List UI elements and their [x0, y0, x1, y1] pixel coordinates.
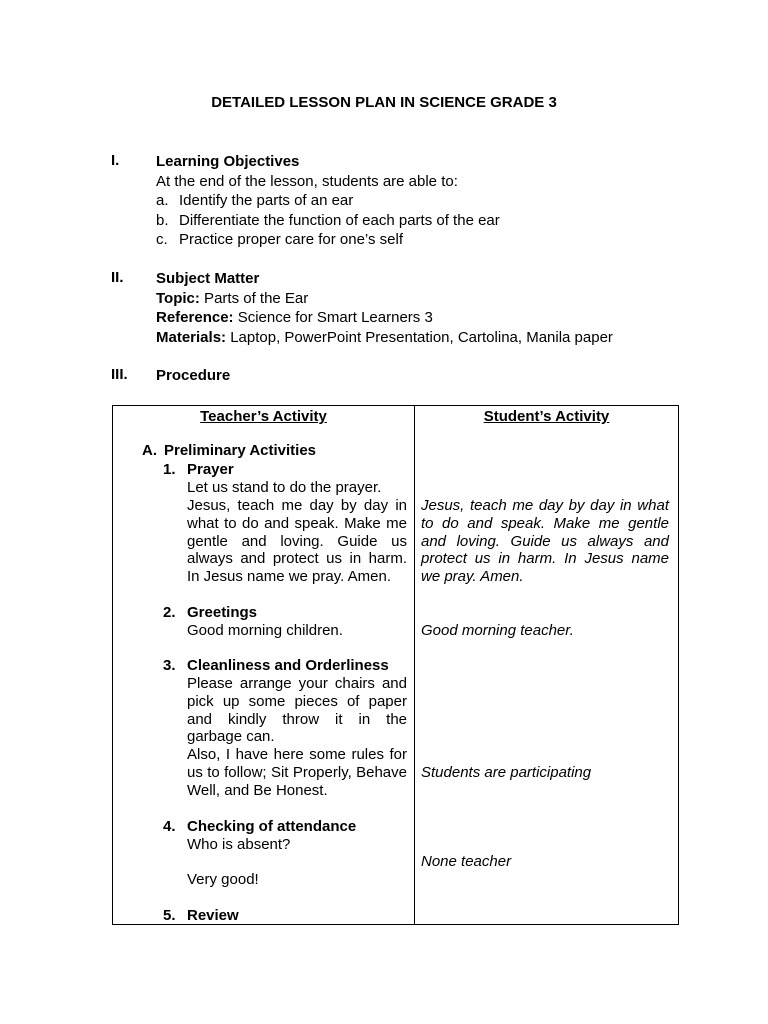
list-marker: a.	[156, 192, 169, 209]
teacher-attendance-response: Very good!	[187, 871, 259, 888]
teacher-activity-cell	[113, 406, 415, 925]
table-row	[113, 406, 679, 925]
reference-label: Reference:	[156, 309, 234, 326]
objectives-list	[156, 191, 716, 250]
list-marker: c.	[156, 231, 168, 248]
teacher-prayer-instruction: Let us stand to do the prayer.	[187, 479, 382, 496]
step-number: 5.	[163, 907, 176, 924]
section-heading: Subject Matter	[156, 270, 260, 287]
teacher-prayer-text: Jesus, teach me day by day in what to do and speak. Make me gentle and loving. Guide us always and protect us in harm. In Jesus name we pray. Amen.	[187, 497, 407, 586]
step-number: 1.	[163, 461, 176, 478]
list-item	[156, 230, 716, 250]
teacher-greeting: Good morning children.	[187, 622, 343, 639]
topic-label: Topic:	[156, 289, 200, 307]
page-title: DETAILED LESSON PLAN IN SCIENCE GRADE 3	[211, 94, 557, 111]
step-number: 2.	[163, 604, 176, 621]
section-number: II.	[111, 269, 124, 286]
section-heading: Procedure	[156, 367, 231, 384]
student-participation: Students are participating	[421, 764, 592, 781]
step-label-greetings: Greetings	[187, 604, 258, 621]
reference-value: Science for Smart Learners 3	[233, 309, 433, 326]
teacher-rules: Also, I have here some rules for us to follow; Sit Properly, Behave Well, and Be Honest.	[187, 746, 407, 799]
list-marker: b.	[156, 211, 169, 229]
step-label-cleanliness: Cleanliness and Orderliness	[187, 657, 389, 674]
step-label-prayer: Prayer	[187, 461, 234, 478]
part-heading: Preliminary Activities	[164, 442, 317, 459]
student-prayer-text: Jesus, teach me day by day in what to do and speak. Make me gentle and loving. Guide us always and protect us in harm. In Jesus name we pray. Amen.	[421, 497, 669, 586]
topic-line	[156, 289, 716, 309]
list-item-text: Differentiate the function of each parts of the ear	[179, 211, 500, 229]
list-item	[156, 211, 716, 231]
step-label-attendance: Checking of attendance	[187, 818, 357, 835]
section-number: III.	[111, 366, 128, 383]
step-number: 4.	[163, 818, 176, 835]
list-item-text: Identify the parts of an ear	[179, 192, 354, 209]
list-item	[156, 191, 716, 211]
step-label-review: Review	[187, 907, 239, 924]
teacher-activity-header: Teacher’s Activity	[200, 408, 327, 425]
student-activity-cell	[415, 406, 679, 925]
materials-value: Laptop, PowerPoint Presentation, Cartolina, Manila paper	[226, 328, 613, 346]
section-heading: Learning Objectives	[156, 153, 300, 170]
section-number: I.	[111, 152, 120, 169]
part-marker: A.	[142, 442, 157, 459]
materials-line	[156, 328, 716, 348]
objectives-intro: At the end of the lesson, students are able to:	[156, 172, 458, 190]
student-greeting: Good morning teacher.	[421, 622, 574, 639]
student-attendance-response: None teacher	[421, 853, 512, 870]
student-activity-header: Student’s Activity	[483, 408, 610, 425]
teacher-cleanliness-instruction: Please arrange your chairs and pick up some pieces of paper and kindly throw it in the garbage can.	[187, 675, 407, 746]
list-item-text: Practice proper care for one’s self	[179, 231, 403, 248]
teacher-attendance-question: Who is absent?	[187, 836, 291, 853]
procedure-table	[112, 405, 679, 925]
step-number: 3.	[163, 657, 176, 674]
topic-value: Parts of the Ear	[199, 289, 309, 307]
materials-label: Materials:	[156, 328, 227, 346]
reference-line	[156, 308, 716, 328]
